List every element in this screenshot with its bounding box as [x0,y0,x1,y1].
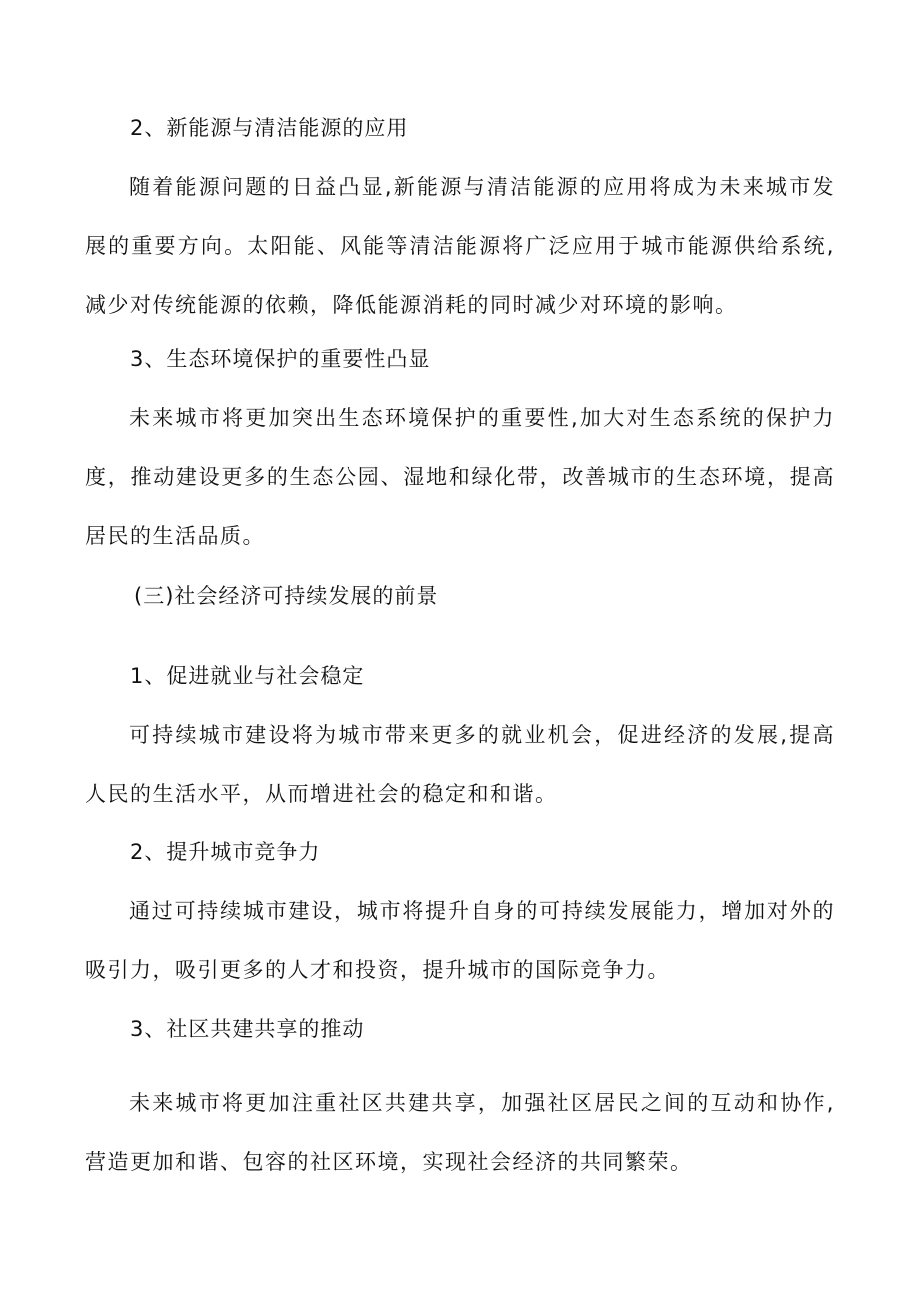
heading-competitiveness: 2、提升城市竞争力 [130,840,321,864]
paragraph-line: 居民的生活品质。 [85,524,265,548]
paragraph-ecology [85,389,835,566]
paragraph-line: 人民的生活水平，从而增进社会的稳定和和谐。 [85,782,558,806]
heading-ecology: 3、生态环境保护的重要性凸显 [130,347,431,371]
paragraph-line: 通过可持续城市建设，城市将提升自身的可持续发展能力，增加对外的 [129,899,835,923]
paragraph-line: 随着能源问题的日益凸显,新能源与清洁能源的应用将成为未来城市发 [129,175,835,199]
section-title: (三)社会经济可持续发展的前景 [134,584,439,608]
paragraph-new-energy [85,158,835,335]
paragraph-line: 未来城市将更加注重社区共建共享，加强社区居民之间的互动和协作, [129,1091,835,1115]
paragraph-line: 吸引力，吸引更多的人才和投资，提升城市的国际竞争力。 [85,958,670,982]
paragraph-competitiveness [85,882,835,1000]
paragraph-line: 度，推动建设更多的生态公园、湿地和绿化带，改善城市的生态环境，提高 [85,465,835,489]
paragraph-employment [85,706,835,824]
paragraph-line: 减少对传统能源的依赖，降低能源消耗的同时减少对环境的影响。 [85,293,738,317]
paragraph-line: 可持续城市建设将为城市带来更多的就业机会，促进经济的发展,提高 [129,723,835,747]
heading-community: 3、社区共建共享的推动 [130,1017,365,1041]
paragraph-line: 展的重要方向。太阳能、风能等清洁能源将广泛应用于城市能源供给系统, [85,234,835,258]
heading-new-energy: 2、新能源与清洁能源的应用 [130,116,409,140]
heading-employment: 1、促进就业与社会稳定 [130,664,365,688]
paragraph-community [85,1074,835,1192]
paragraph-line: 未来城市将更加突出生态环境保护的重要性,加大对生态系统的保护力 [129,406,835,430]
paragraph-line: 营造更加和谐、包容的社区环境，实现社会经济的共同繁荣。 [85,1150,693,1174]
